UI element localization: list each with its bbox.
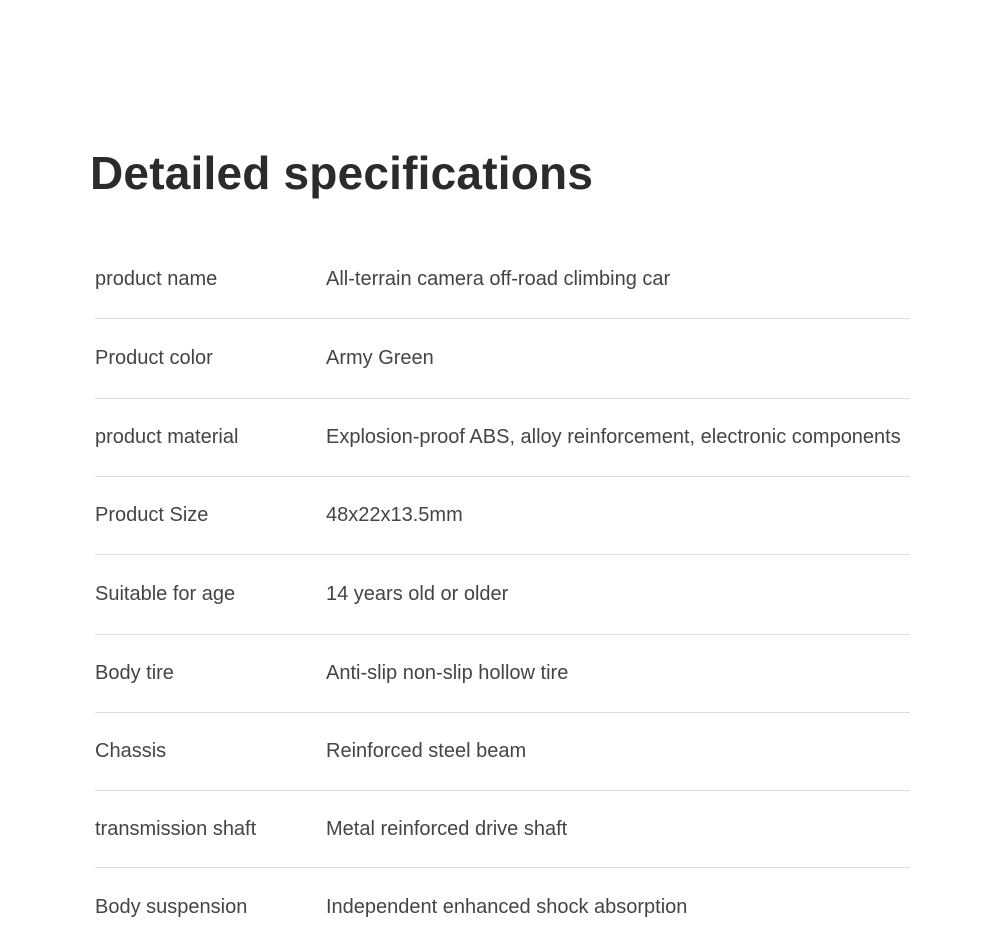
spec-label: Body tire — [95, 662, 174, 684]
spec-value: Explosion-proof ABS, alloy reinforcement, electronic components — [326, 426, 901, 448]
spec-row-body-suspension — [95, 868, 910, 946]
spec-label: Body suspension — [95, 895, 248, 918]
spec-value: Reinforced steel beam — [326, 740, 527, 762]
spec-value: Metal reinforced drive shaft — [326, 817, 568, 840]
spec-row-suitable-age — [95, 555, 910, 635]
spec-value: All-terrain camera off-road climbing car — [326, 268, 671, 290]
spec-value: 14 years old or older — [326, 583, 509, 605]
spec-value: Anti-slip non-slip hollow tire — [326, 662, 569, 684]
spec-label: product material — [95, 426, 239, 448]
spec-label: product name — [95, 268, 218, 290]
spec-label: Chassis — [95, 740, 167, 762]
spec-row-product-size — [95, 477, 910, 555]
spec-table — [95, 241, 910, 946]
spec-value: Independent enhanced shock absorption — [326, 895, 688, 918]
page-title: Detailed specifications — [90, 147, 594, 199]
spec-row-product-material — [95, 399, 910, 477]
spec-label: Product Size — [95, 504, 209, 526]
spec-label: Product color — [95, 347, 213, 369]
spec-label: Suitable for age — [95, 583, 236, 605]
spec-row-product-name — [95, 241, 910, 319]
spec-row-body-tire — [95, 635, 910, 713]
spec-value: 48x22x13.5mm — [326, 504, 463, 526]
spec-row-product-color — [95, 319, 910, 399]
spec-row-chassis — [95, 713, 910, 791]
spec-value: Army Green — [326, 347, 434, 369]
spec-row-transmission-shaft — [95, 791, 910, 868]
spec-label: transmission shaft — [95, 817, 257, 840]
